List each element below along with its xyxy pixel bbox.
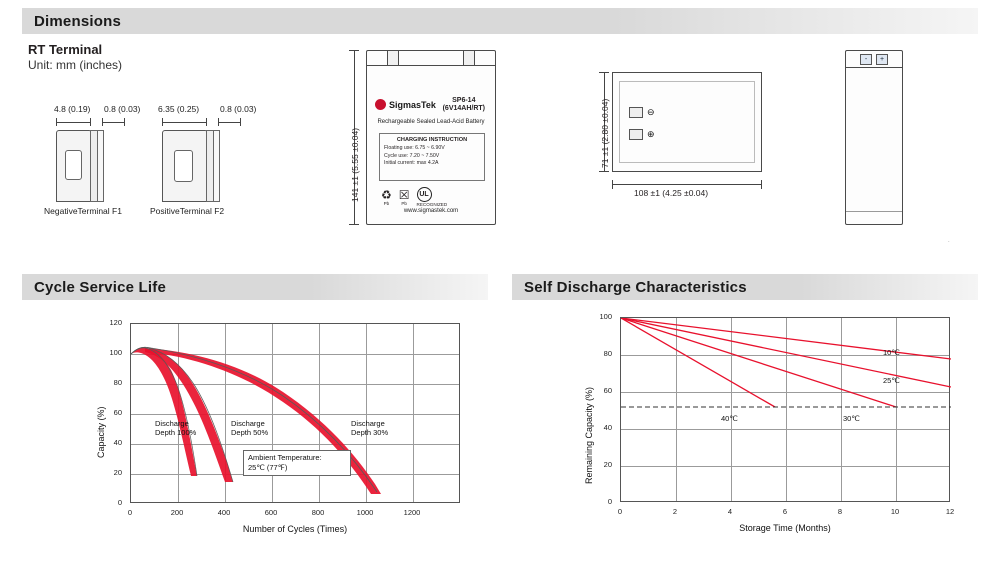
annotation-dod-100: Discharge Depth 100% xyxy=(155,419,197,438)
f1-terminal-tab-edge xyxy=(97,130,104,202)
annotation-dod-30: Discharge Depth 30% xyxy=(351,419,389,438)
f2-terminal-slot xyxy=(174,150,193,182)
rt-terminal-subtitle: RT Terminal xyxy=(28,42,103,57)
cycle-yaxis-title: Capacity (%) xyxy=(96,406,106,458)
no-trash-icon: ☒ Pb xyxy=(398,187,410,206)
self-ytick-60: 60 xyxy=(603,386,612,395)
cycle-xtick-1200: 1200 xyxy=(403,508,421,517)
cycle-xtick-600: 600 xyxy=(264,508,278,517)
cycle-xtick-200: 200 xyxy=(170,508,184,517)
front-height-value: 141 ±1 (5.55 ±0.04) xyxy=(350,127,360,202)
top-view-depth-dimension xyxy=(586,72,612,172)
cycle-ytick-120: 120 xyxy=(109,318,122,327)
battery-top-view xyxy=(612,72,762,172)
side-positive-terminal: + xyxy=(876,54,888,65)
f1-caption: NegativeTerminal F1 xyxy=(44,206,122,216)
annotation-dod-50: Discharge Depth 50% xyxy=(231,419,269,438)
label-30c: 30℃ xyxy=(843,414,860,423)
self-discharge-section-header xyxy=(512,274,978,300)
cycle-xaxis-title: Number of Cycles (Times) xyxy=(242,524,348,534)
charging-current-line: Initial current: max 4.2A xyxy=(384,160,439,167)
f1-width-dimension: 4.8 (0.19) xyxy=(54,104,91,114)
charging-float-line: Floating use: 6.75 ~ 6.90V xyxy=(384,145,445,151)
cycle-service-life-section-header xyxy=(22,274,488,300)
depth-value: 71 ±1 (2.80 ±0.04) xyxy=(600,98,610,168)
cycle-ytick-20: 20 xyxy=(113,468,122,477)
label-25c: 25℃ xyxy=(883,376,900,385)
dimensions-title: Dimensions xyxy=(34,12,122,30)
charging-cycle-line: Cycle use: 7.20 ~ 7.50V xyxy=(384,152,440,159)
self-xtick-0: 0 xyxy=(617,507,623,516)
cycle-plot-area xyxy=(130,323,460,503)
side-negative-terminal: - xyxy=(860,54,872,65)
positive-terminal-block xyxy=(629,129,643,140)
top-view-width-dimension xyxy=(612,178,762,200)
self-ytick-40: 40 xyxy=(603,423,612,432)
ul-icon: UL RECOGNIZED xyxy=(417,187,448,208)
annotation-ambient-temperature: Ambient Temperature: 25℃ (77℉) xyxy=(243,450,351,476)
cycle-service-life-chart xyxy=(90,318,480,548)
self-xtick-2: 2 xyxy=(672,507,678,516)
positive-sign: ⊕ xyxy=(647,129,655,139)
dimensions-section-header xyxy=(22,8,978,34)
brand-name: SigmasTek xyxy=(389,99,436,110)
battery-front-view xyxy=(366,50,496,225)
label-40c: 40℃ xyxy=(721,414,738,423)
width-value: 108 ±1 (4.25 ±0.04) xyxy=(634,188,709,198)
self-discharge-chart xyxy=(580,312,970,542)
front-height-dimension xyxy=(336,50,366,225)
f1-terminal-slot xyxy=(65,150,82,180)
battery-side-view xyxy=(845,50,903,225)
sigmastek-logo-icon xyxy=(375,99,386,110)
self-xtick-10: 10 xyxy=(890,507,900,516)
self-xtick-8: 8 xyxy=(837,507,843,516)
unit-label: Unit: mm (inches) xyxy=(28,58,123,72)
symbol-row xyxy=(381,187,483,208)
charging-instruction-box xyxy=(379,133,485,181)
website-url: www.sigmastek.com xyxy=(403,208,459,214)
self-plot-area xyxy=(620,317,950,502)
self-ytick-20: 20 xyxy=(603,460,612,469)
page-mark: . xyxy=(948,238,950,244)
f1-thickness-dimension: 0.8 (0.03) xyxy=(104,104,141,114)
cycle-service-life-title: Cycle Service Life xyxy=(34,278,167,296)
self-xtick-12: 12 xyxy=(945,507,955,516)
self-xtick-6: 6 xyxy=(782,507,788,516)
self-discharge-title: Self Discharge Characteristics xyxy=(524,278,747,296)
self-ytick-100: 100 xyxy=(599,312,612,321)
self-xaxis-title: Storage Time (Months) xyxy=(739,523,831,533)
recycle-icon: ♻ Pb xyxy=(381,187,392,206)
label-10c: 10℃ xyxy=(883,348,900,357)
cycle-ytick-80: 80 xyxy=(113,378,122,387)
f2-caption: PositiveTerminal F2 xyxy=(150,206,225,216)
cycle-xtick-1000: 1000 xyxy=(356,508,374,517)
cycle-xtick-800: 800 xyxy=(311,508,325,517)
f2-width-dimension: 6.35 (0.25) xyxy=(158,104,200,114)
self-xtick-4: 4 xyxy=(727,507,733,516)
negative-sign: ⊖ xyxy=(647,107,655,117)
cycle-xtick-400: 400 xyxy=(217,508,231,517)
f2-thickness-dimension: 0.8 (0.03) xyxy=(220,104,257,114)
model-spec: (6V14AH/RT) xyxy=(442,105,485,113)
self-ytick-80: 80 xyxy=(603,349,612,358)
model-block xyxy=(443,97,485,113)
cycle-xtick-0: 0 xyxy=(127,508,133,517)
cycle-ytick-0: 0 xyxy=(117,498,122,507)
cycle-ytick-100: 100 xyxy=(109,348,122,357)
battery-type-label: Rechargeable Sealed Lead-Acid Battery xyxy=(377,119,485,125)
terminal-drawings xyxy=(40,78,330,228)
negative-terminal-block xyxy=(629,107,643,118)
model-number: SP6-14 xyxy=(452,97,476,104)
charging-instruction-title: CHARGING INSTRUCTION xyxy=(396,137,468,143)
cycle-ytick-40: 40 xyxy=(113,438,122,447)
f2-terminal-tab-edge xyxy=(213,130,220,202)
self-yaxis-title: Remaining Capacity (%) xyxy=(584,386,594,484)
self-ytick-0: 0 xyxy=(607,497,612,506)
cycle-ytick-60: 60 xyxy=(113,408,122,417)
